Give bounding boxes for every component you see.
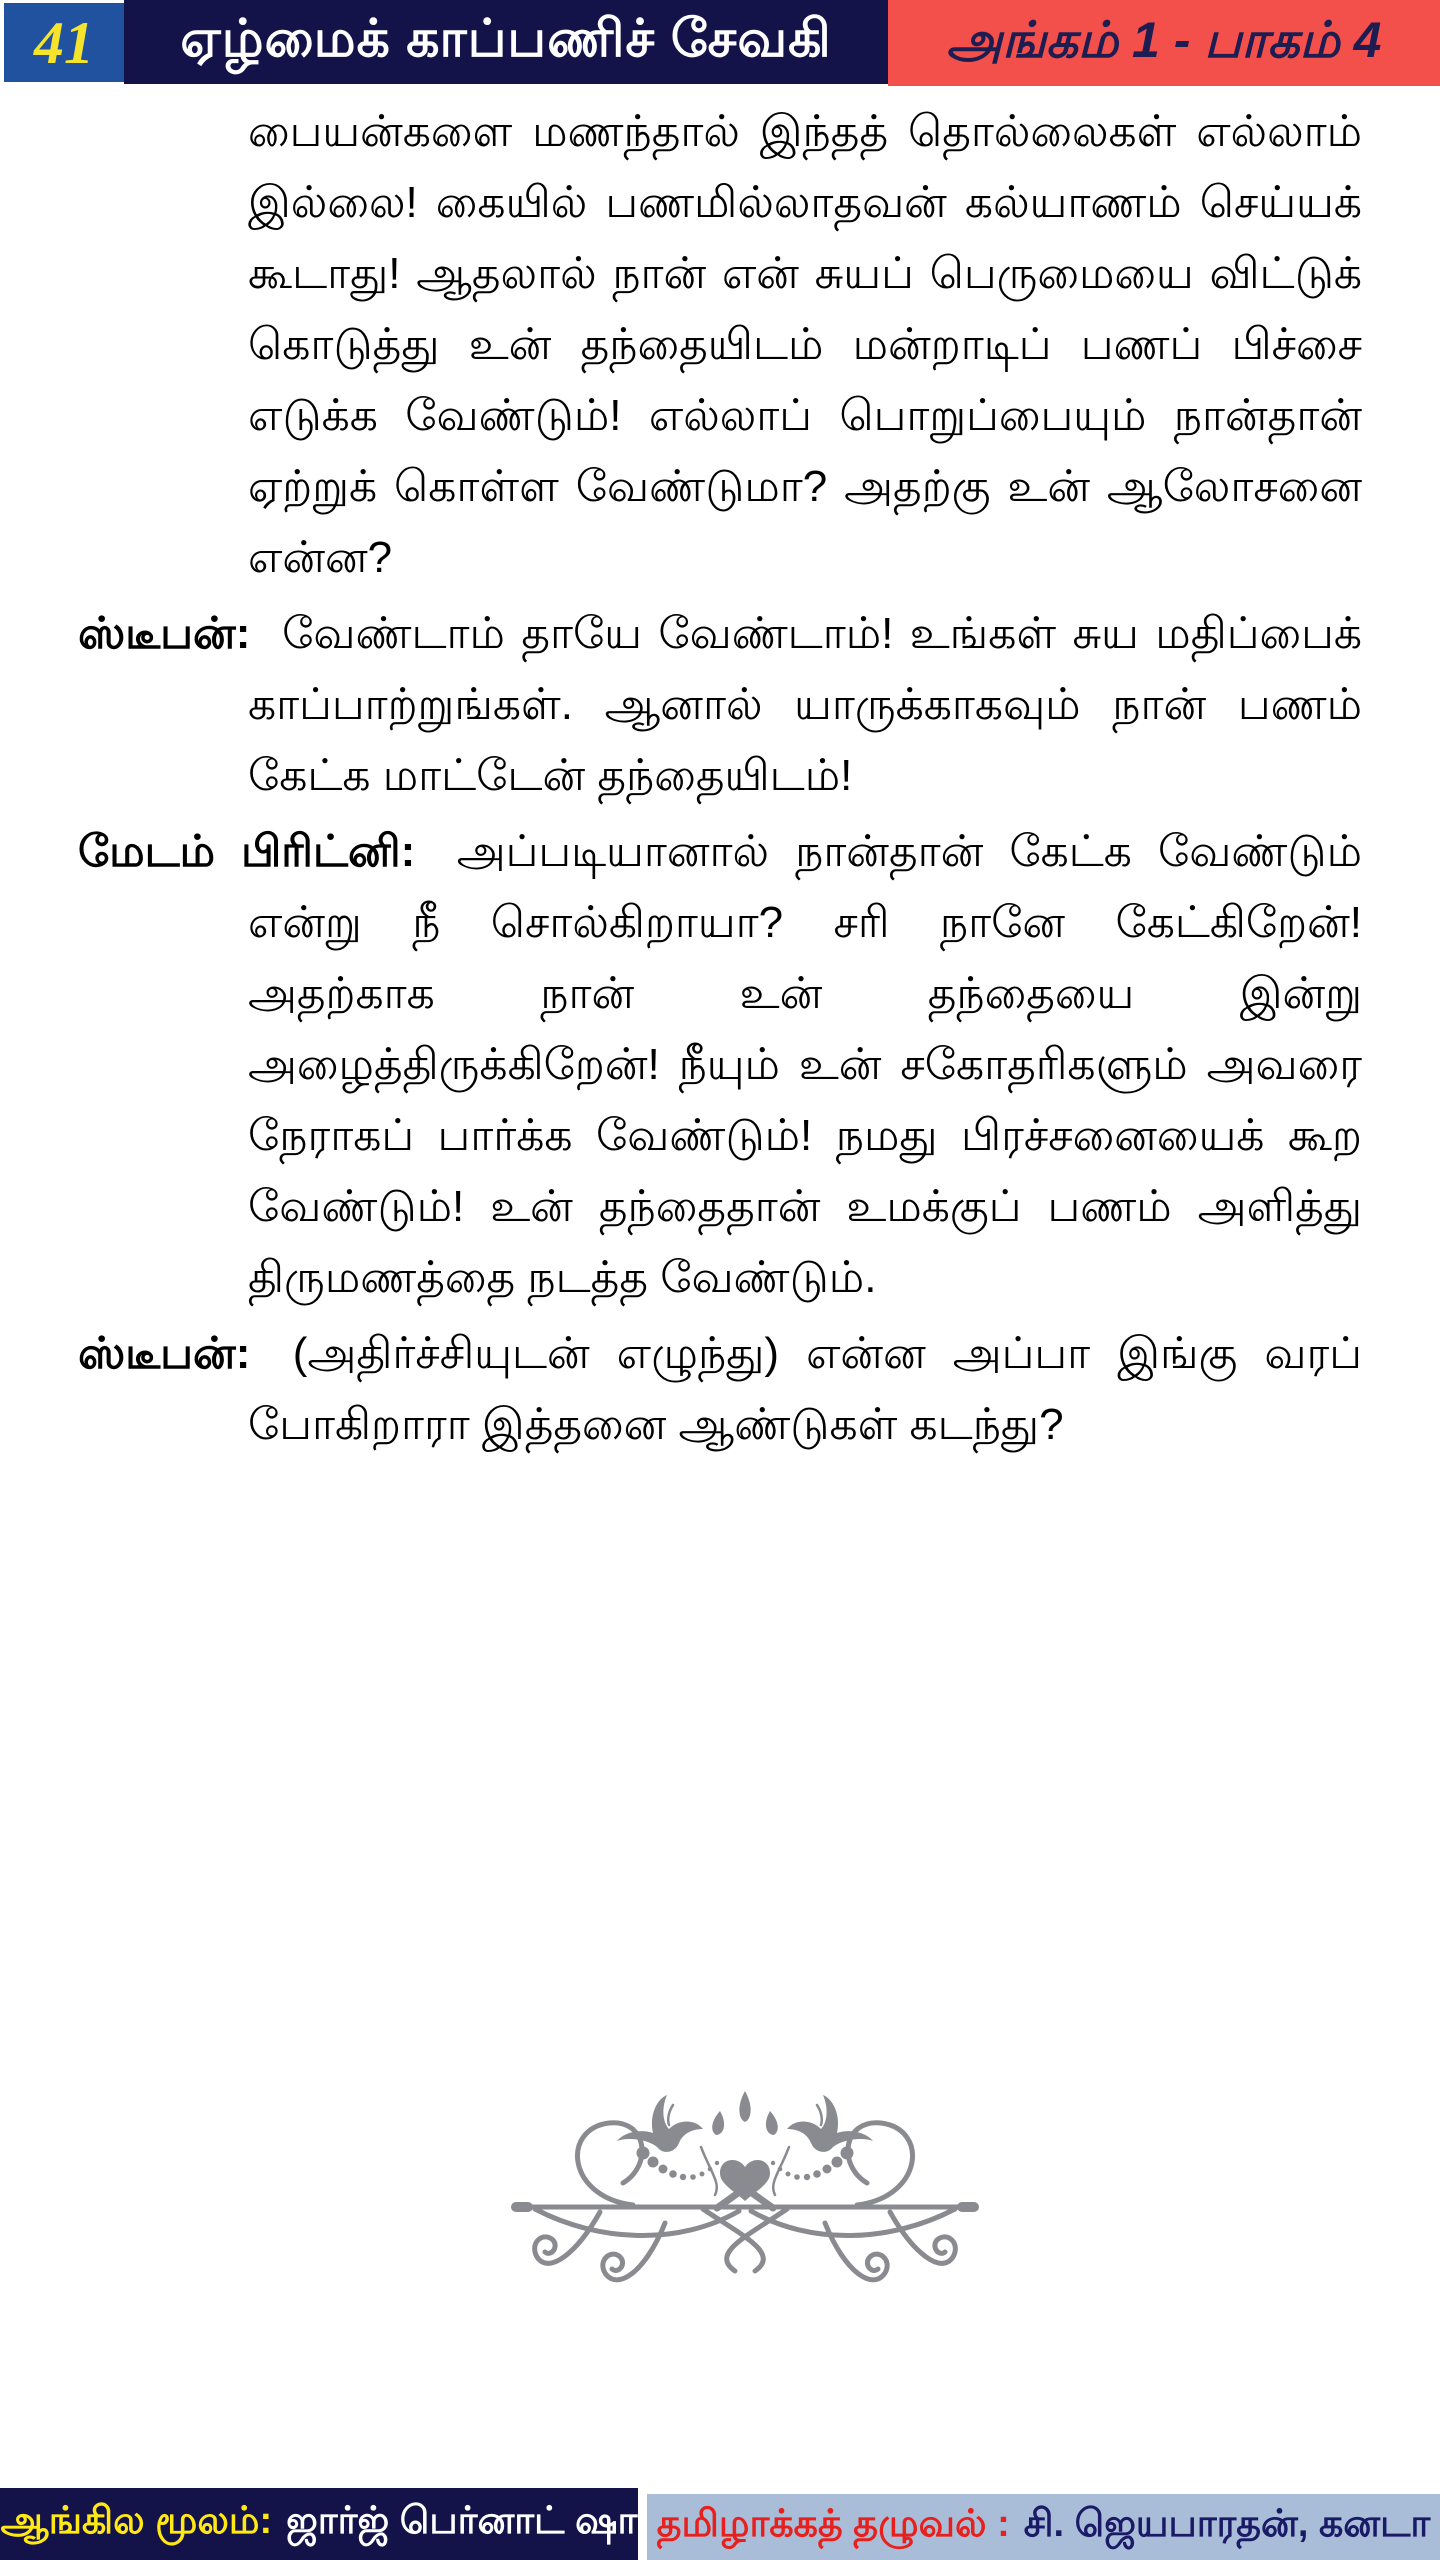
page-number-box — [4, 3, 124, 82]
speaker-name: மேடம் பிரிட்னி: — [78, 827, 416, 876]
source-author: ஜார்ஜ் பெர்னாட் ஷா — [286, 2500, 638, 2542]
script-text — [78, 96, 1362, 1460]
footer-translation-bar — [647, 2494, 1440, 2560]
love-birds-ornament-icon — [505, 2085, 985, 2305]
section-label: அங்கம் 1 - பாகம் 4 — [946, 11, 1382, 68]
paragraph-dialogue — [78, 598, 1362, 811]
source-label: ஆங்கில மூலம்: — [0, 2500, 273, 2542]
paragraph-continuation — [78, 96, 1362, 593]
speaker-name: ஸ்டீபன்: — [78, 1329, 251, 1378]
page-footer — [0, 2483, 1440, 2560]
paragraph-text: (அதிர்ச்சியுடன் எழுந்து) என்ன அப்பா இங்கு வரப் போகிறாரா இத்தனை ஆண்டுகள் கடந்து? — [248, 1329, 1362, 1449]
footer-source-bar — [0, 2488, 638, 2560]
translator-name: சி. ஜெயபாரதன், கனடா — [1023, 2503, 1431, 2545]
section-bar — [888, 0, 1440, 86]
speaker-name: ஸ்டீபன்: — [78, 609, 251, 658]
book-title-bar — [124, 0, 888, 84]
translation-label: தமிழாக்கத் தழுவல் : — [656, 2503, 1010, 2545]
paragraph-text: அப்படியானால் நான்தான் கேட்க வேண்டும் என்று நீ சொல்கிறாயா? சரி நானே கேட்கிறேன்! அதற்காக நான் உன் தந்தையை இன்று அழைத்திருக்கிறேன்! நீயும் உன் சகோதரிகளும் அவரை நேராகப் பார்க்க வேண்டும்! நமது பிரச்சனையைக் கூற வேண்டும்! உன் தந்தைதான் உமக்குப் பணம் அளித்து திருமணத்தை நடத்த வேண்டும். — [248, 827, 1362, 1302]
page-number: 41 — [34, 9, 94, 76]
page-header — [0, 0, 1440, 86]
paragraph-text: பையன்களை மணந்தால் இந்தத் தொல்லைகள் எல்லாம் இல்லை! கையில் பணமில்லாதவன் கல்யாணம் செய்யக் கூடாது! ஆதலால் நான் என் சுயப் பெருமையை விட்டுக் கொடுத்து உன் தந்தையிடம் மன்றாடிப் பணப் பிச்சை எடுக்க வேண்டும்! எல்லாப் பொறுப்பையும் நான்தான் ஏற்றுக் கொள்ள வேண்டுமா? அதற்கு உன் ஆலோசனை என்ன? — [248, 107, 1362, 582]
paragraph-dialogue — [78, 816, 1362, 1313]
book-title: ஏழ்மைக் காப்பணிச் சேவகி — [180, 9, 832, 68]
footer-divider — [638, 2494, 647, 2560]
paragraph-dialogue — [78, 1318, 1362, 1460]
paragraph-text: வேண்டாம் தாயே வேண்டாம்! உங்கள் சுய மதிப்பைக் காப்பாற்றுங்கள். ஆனால் யாருக்காகவும் நான் பணம் கேட்க மாட்டேன் தந்தையிடம்! — [248, 609, 1363, 800]
